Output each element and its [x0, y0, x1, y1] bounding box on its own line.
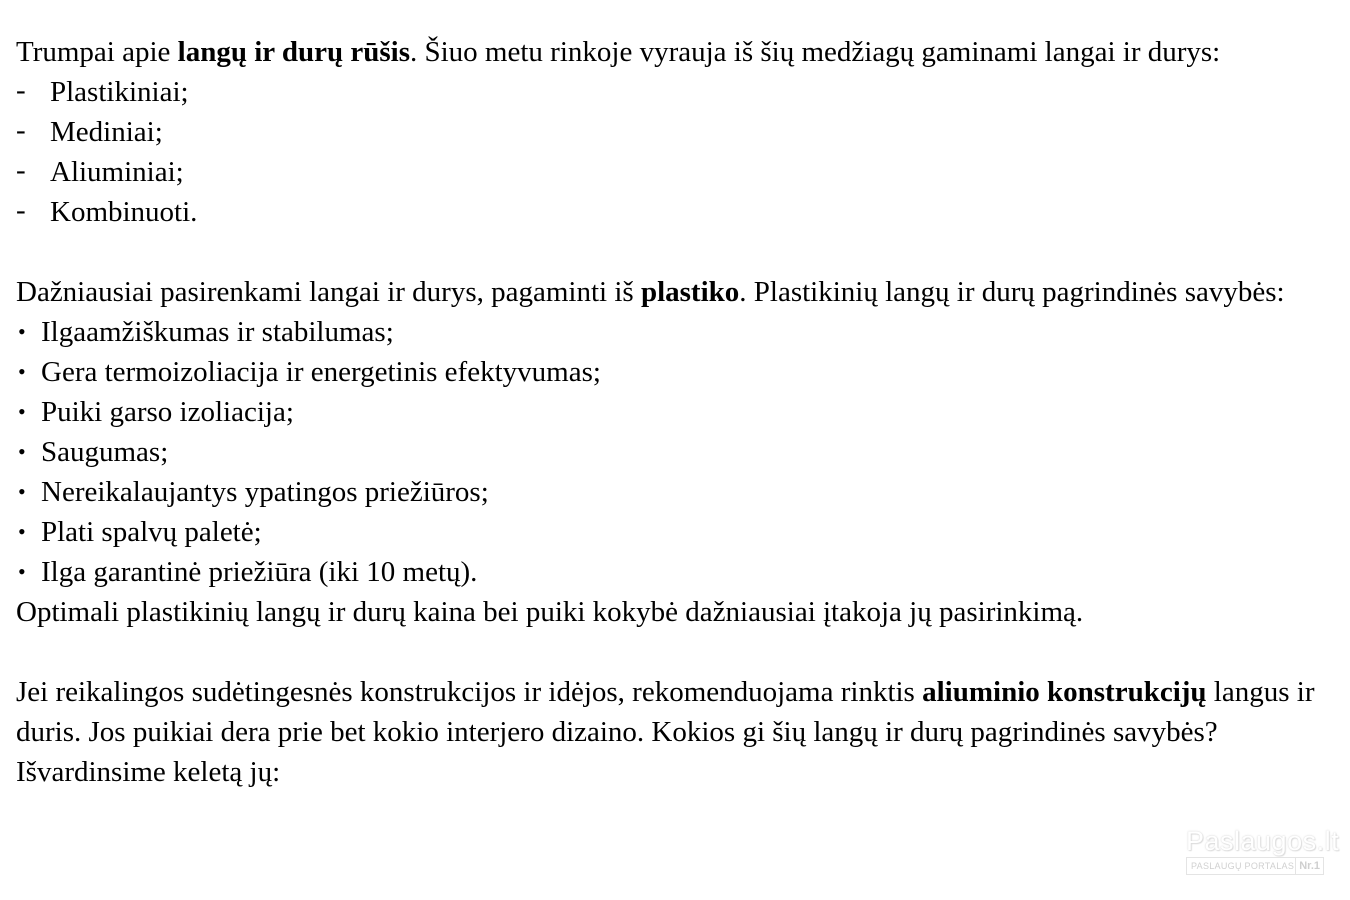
- list-item: [16, 312, 1326, 352]
- watermark-subtitle: PASLAUGŲ PORTALAS: [1191, 861, 1295, 871]
- bullet-marker: •: [18, 519, 26, 544]
- bullet-marker: •: [18, 559, 26, 584]
- bullet-marker: •: [18, 399, 26, 424]
- list-item: [16, 472, 1326, 512]
- plastic-bold-keyword: plastiko: [640, 276, 740, 308]
- bullet-marker: •: [18, 479, 26, 504]
- list-item: [16, 152, 1326, 192]
- list-item: [16, 392, 1326, 432]
- list-item-text: Gera termoizoliacija ir energetinis efektyvumas;: [41, 356, 601, 388]
- intro-text-2: . Šiuo metu rinkoje vyrauja iš šių medžiagų gaminami langai ir durys:: [410, 36, 1221, 68]
- aluminium-paragraph: [16, 672, 1326, 792]
- plastic-features-list: [16, 312, 1326, 592]
- paslaugos-watermark-logo: [1186, 826, 1340, 878]
- plastic-text-2: . Plastikinių langų ir durų pagrindinės savybės:: [739, 276, 1285, 308]
- list-item: [16, 112, 1326, 152]
- document-body: [16, 32, 1326, 792]
- dash-marker: -: [16, 74, 26, 106]
- list-item: [16, 432, 1326, 472]
- list-item: [16, 512, 1326, 552]
- list-item-text: Mediniai;: [50, 116, 163, 148]
- bullet-marker: •: [18, 319, 26, 344]
- bullet-marker: •: [18, 359, 26, 384]
- dash-marker: -: [16, 194, 26, 226]
- list-item: [16, 192, 1326, 232]
- dash-marker: -: [16, 114, 26, 146]
- list-item-text: Kombinuoti.: [50, 196, 198, 228]
- paragraph-gap: [16, 632, 1326, 672]
- list-item: [16, 352, 1326, 392]
- plastic-paragraph: [16, 272, 1326, 312]
- plastic-text-1: Dažniausiai pasirenkami langai ir durys, pagaminti iš: [16, 276, 641, 308]
- watermark-number-badge: Nr.1: [1295, 858, 1323, 874]
- aluminium-text-2: langus ir duris. Jos puikiai dera prie bet kokio interjero dizaino. Kokios gi šių langų ir durų pagrindinės savybės? Išvardinsime keletą jų:: [16, 676, 1315, 788]
- intro-paragraph: [16, 32, 1326, 72]
- list-item-text: Ilga garantinė priežiūra (iki 10 metų).: [41, 556, 478, 588]
- plastic-summary: Optimali plastikinių langų ir durų kaina bei puiki kokybė dažniausiai įtakoja jų pasirinkimą.: [16, 596, 1084, 628]
- list-item-text: Plati spalvų paletė;: [41, 516, 262, 548]
- aluminium-bold-keyword: aliuminio konstrukcijų: [922, 676, 1207, 708]
- intro-bold-window-door-types: langų ir durų rūšis: [177, 36, 410, 68]
- dash-marker: -: [16, 154, 26, 186]
- list-item-text: Nereikalaujantys ypatingos priežiūros;: [41, 476, 489, 508]
- material-types-list: [16, 72, 1326, 232]
- list-item-text: Plastikiniai;: [50, 76, 189, 108]
- bullet-marker: •: [18, 439, 26, 464]
- watermark-bar: [1186, 857, 1324, 875]
- list-item-text: Aliuminiai;: [50, 156, 184, 188]
- paragraph-gap: [16, 232, 1326, 272]
- watermark-title: Paslaugos.lt: [1186, 826, 1340, 856]
- list-item-text: Ilgaamžiškumas ir stabilumas;: [41, 316, 394, 348]
- list-item-text: Puiki garso izoliacija;: [41, 396, 294, 428]
- list-item-text: Saugumas;: [41, 436, 169, 468]
- list-item: [16, 552, 1326, 592]
- list-item: [16, 72, 1326, 112]
- aluminium-text-1: Jei reikalingos sudėtingesnės konstrukcijos ir idėjos, rekomenduojama rinktis: [16, 676, 923, 708]
- intro-text-1: Trumpai apie: [16, 36, 178, 68]
